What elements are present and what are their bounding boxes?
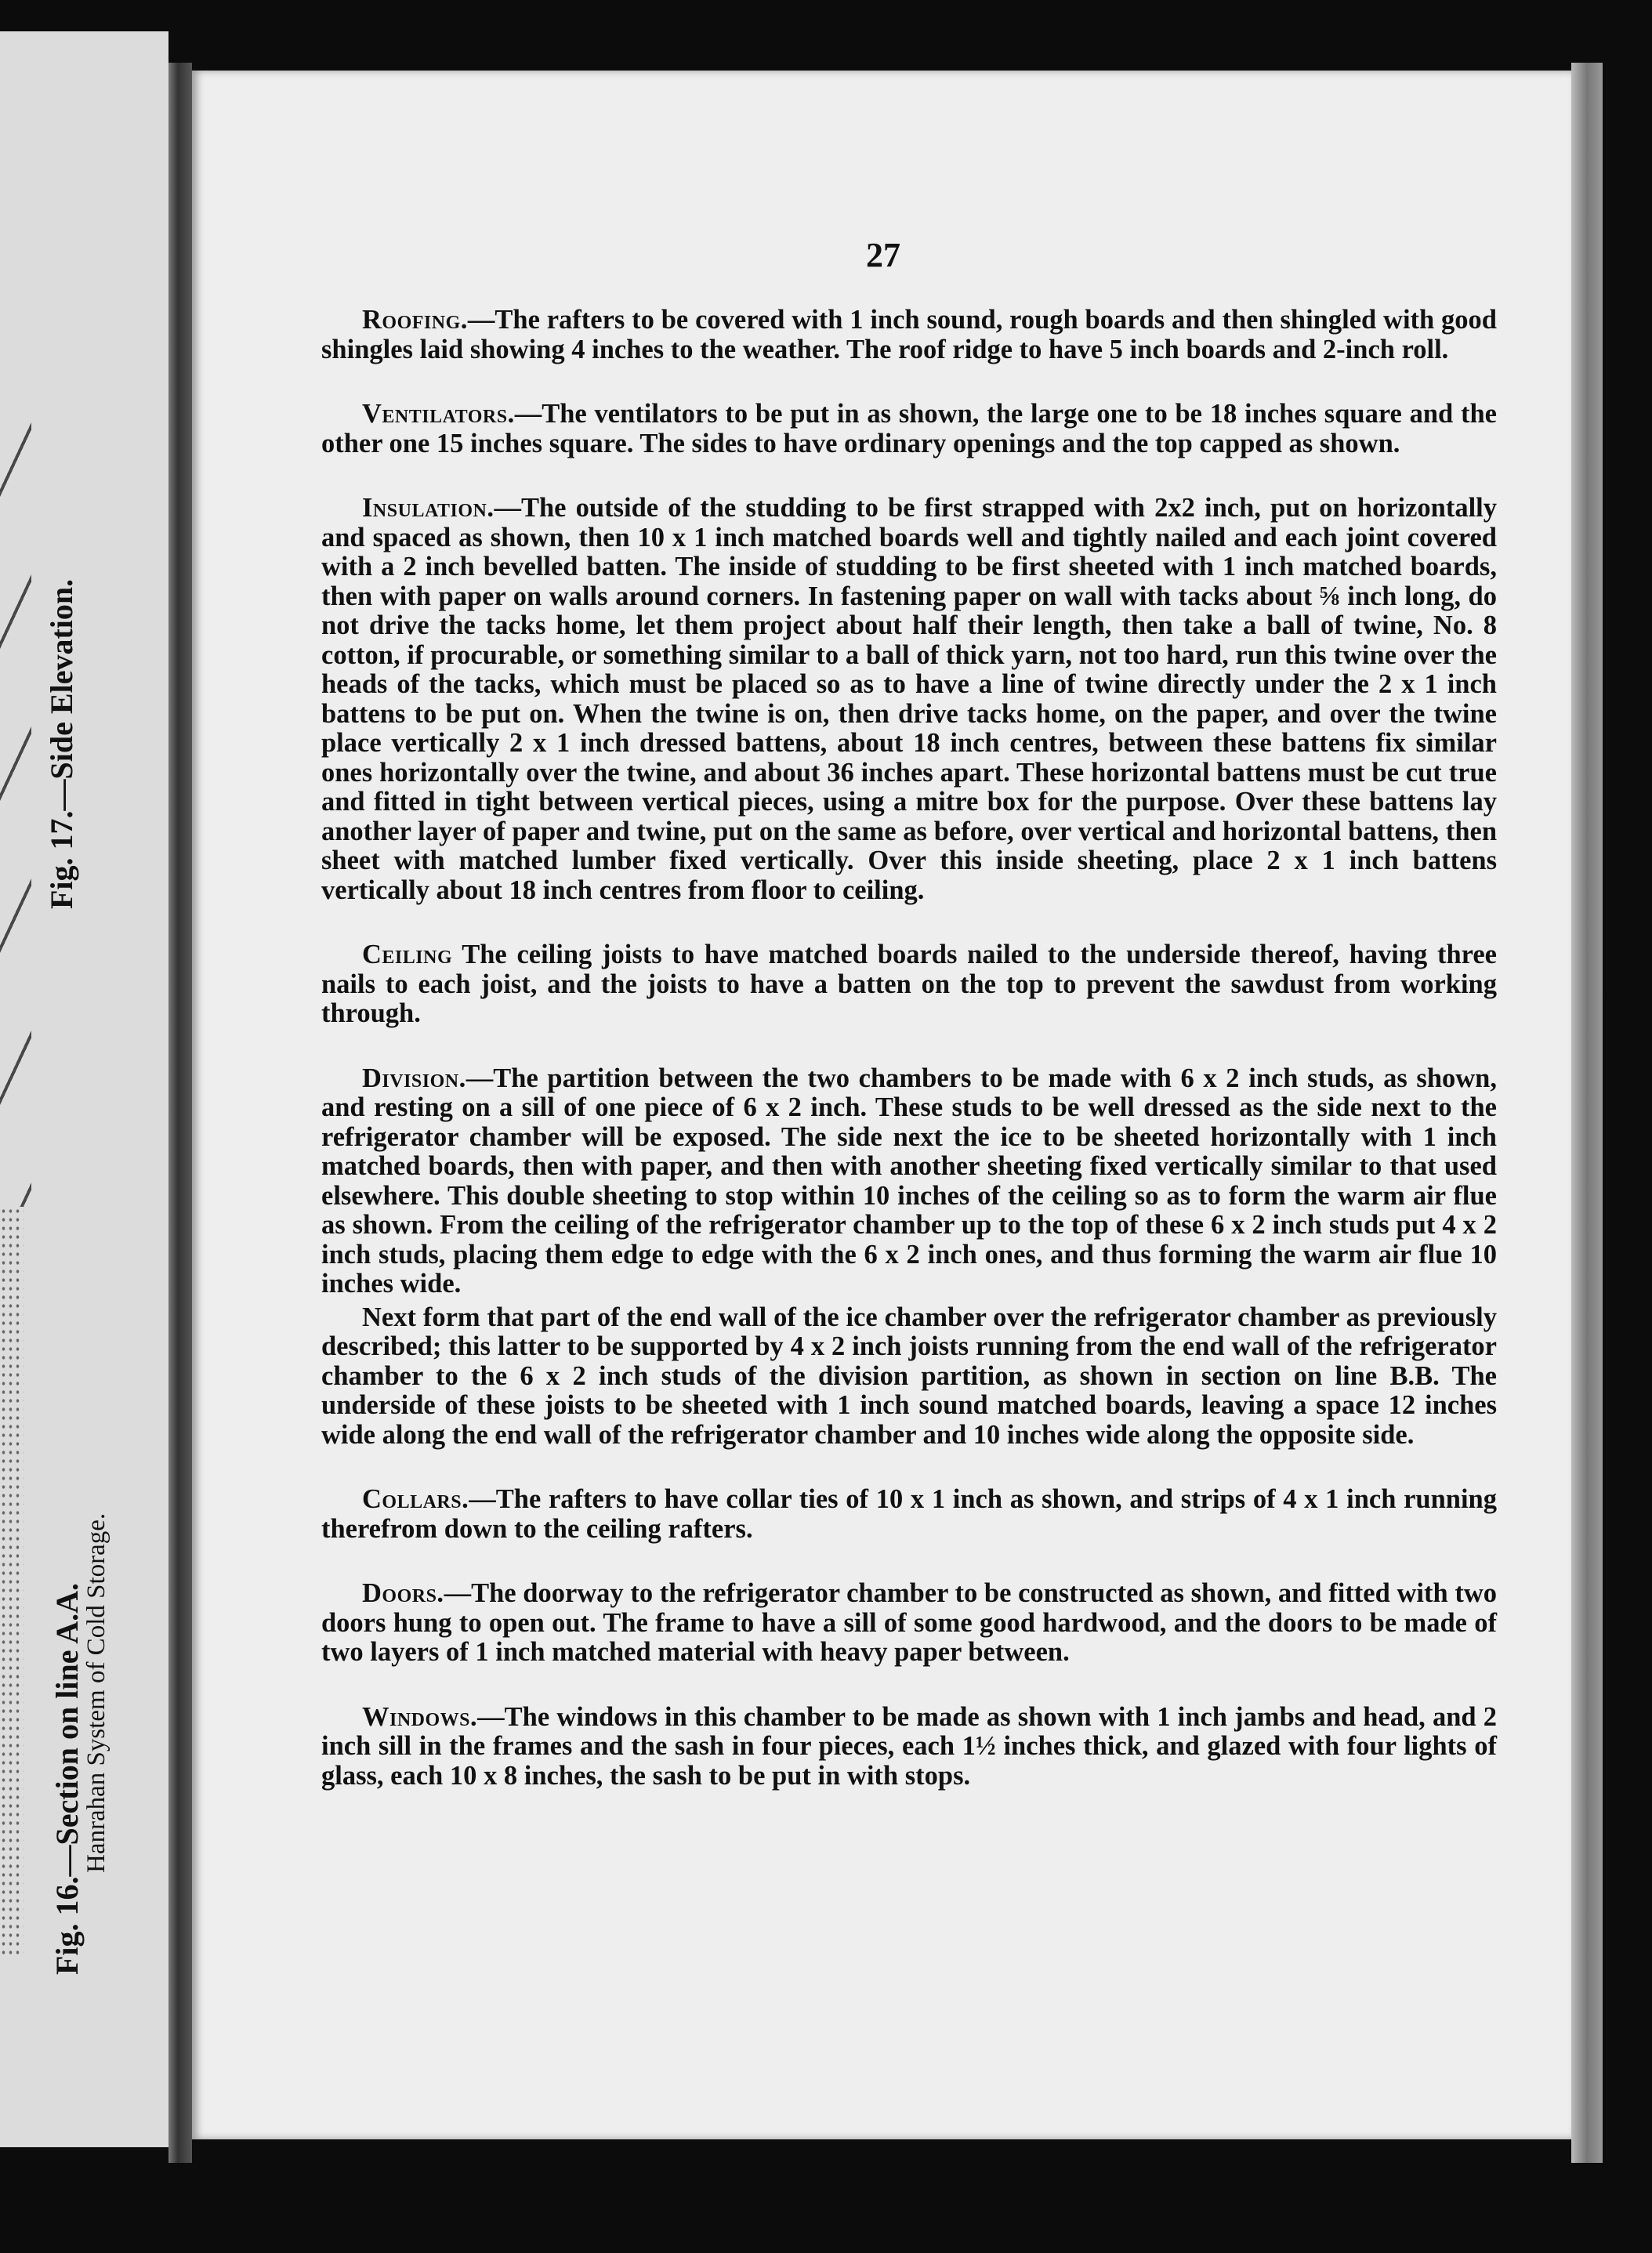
page-edge (1571, 63, 1603, 2163)
section-division (321, 1064, 1497, 1299)
section-collars (321, 1485, 1497, 1544)
section-body: —The ventilators to be put in as shown, the large one to be 18 inches square and the other one 15 inches square. The sides to have ordinary openings and the top capped as shown. (321, 399, 1497, 458)
section-body: Next form that part of the end wall of the ice chamber over the refrigerator chamber as previously described; this latter to be supported by 4 x 2 inch joists running from the end wall of the refrigerator chamber to the 6 x 2 inch studs of the division partition, as shown in section on line B.B. The underside of these joists to be sheeted with 1 inch sound matched boards, leaving a space 12 inches wide along the end wall of the refrigerator chamber and 10 inches wide along the opposite side. (321, 1302, 1497, 1450)
section-doors (321, 1579, 1497, 1668)
fig16-caption: Fig. 16.—Section on line A.A. (49, 1582, 85, 1975)
section-body: The ceiling joists to have matched boards nailed to the underside thereof, having three nails to each joist, and the joists to have a batten on the top to prevent the sawdust from working through. (321, 940, 1497, 1028)
section-insulation (321, 494, 1497, 905)
section-heading: Division. (362, 1063, 466, 1093)
section-heading: Collars. (362, 1484, 469, 1514)
fig16-subcaption: Hanrahan System of Cold Storage. (82, 1512, 110, 1873)
section-roofing (321, 306, 1497, 364)
page-number: 27 (866, 236, 900, 274)
section-heading: Roofing. (362, 305, 468, 335)
section-heading: Insulation. (362, 493, 495, 523)
section-body: —The outside of the studding to be first strapped with 2x2 inch, put on horizontally and spaced as shown, then 10 x 1 inch matched boards well and tightly nailed and each joint covered with a 2 inch bevelled batten. The inside of studding to be first sheeted with 1 inch matched boards, then with paper on walls around corners. In fastening paper on wall with tacks about ⅝ inch long, do not drive the tacks home, let them project about half their length, then take a ball of twine, No. 8 cotton, if procurable, or something similar to a ball of thick yarn, not too hard, run this twine over the heads of the tacks, which must be placed so as to have a line of twine directly under the 2 x 1 inch battens to be put on. When the twine is on, then drive tacks home, on the paper, and over the twine place vertically 2 x 1 inch dressed battens, about 18 inch centres, between these battens fix similar ones horizontally over the twine, and about 36 inches apart. These horizontal battens must be cut true and fitted in tight between vertical pieces, using a mitre box for the purpose. Over these battens lay another layer of paper and twine, put on the same as before, over vertical and horizontal battens, then sheet with matched lumber fixed vertically. Over this inside sheeting, place 2 x 1 inch battens vertically about 18 inch centres from floor to ceiling. (321, 493, 1497, 905)
section-division-continued (321, 1303, 1497, 1451)
section-body: —The doorway to the refrigerator chamber to be constructed as shown, and fitted with two doors hung to open out. The frame to have a sill of some good hardwood, and the doors to be made of two layers of 1 inch matched material with heavy paper between. (321, 1578, 1497, 1667)
section-heading: Ceiling (362, 940, 453, 969)
section-heading: Ventilators. (362, 399, 515, 429)
section-body: —The rafters to have collar ties of 10 x 1 inch as shown, and strips of 4 x 1 inch running therefrom down to the ceiling rafters. (321, 1484, 1497, 1544)
book-page (192, 71, 1571, 2139)
section-heading: Doors. (362, 1578, 444, 1608)
drawing-stipple (0, 1207, 24, 1959)
section-body: —The partition between the two chambers to be made with 6 x 2 inch studs, as shown, and resting on a sill of one piece of 6 x 2 inch. These studs to be well dressed as the side next to the refrigerator chamber will be exposed. The side next the ice to be sheeted horizontally with 1 inch matched boards, then with paper, and then with another sheeting fixed vertically similar to that used elsewhere. This double sheeting to stop within 10 inches of the ceiling so as to form the warm air flue as shown. From the ceiling of the refrigerator chamber up to the top of these 6 x 2 inch studs put 4 x 2 inch studs, placing them edge to edge with the 6 x 2 inch ones, and thus forming the warm air flue 10 inches wide. (321, 1063, 1497, 1299)
section-windows (321, 1703, 1497, 1791)
book-spine (168, 63, 192, 2163)
drawing-hatching (0, 345, 31, 1207)
section-heading: Windows. (362, 1701, 478, 1732)
section-body: —The rafters to be covered with 1 inch sound, rough boards and then shingled with good shingles laid showing 4 inches to the weather. The roof ridge to have 5 inch boards and 2-inch roll. (321, 305, 1497, 364)
section-body: —The windows in this chamber to be made as shown with 1 inch jambs and head, and 2 inch sill in the frames and the sash in four pieces, each 1½ inches thick, and glazed with four lights of glass, each 10 x 8 inches, the sash to be put in with stops. (321, 1701, 1497, 1791)
section-ceiling (321, 940, 1497, 1029)
fig17-caption: Fig. 17.—Side Elevation. (44, 578, 79, 909)
page-text (321, 306, 1497, 1826)
section-ventilators (321, 400, 1497, 458)
